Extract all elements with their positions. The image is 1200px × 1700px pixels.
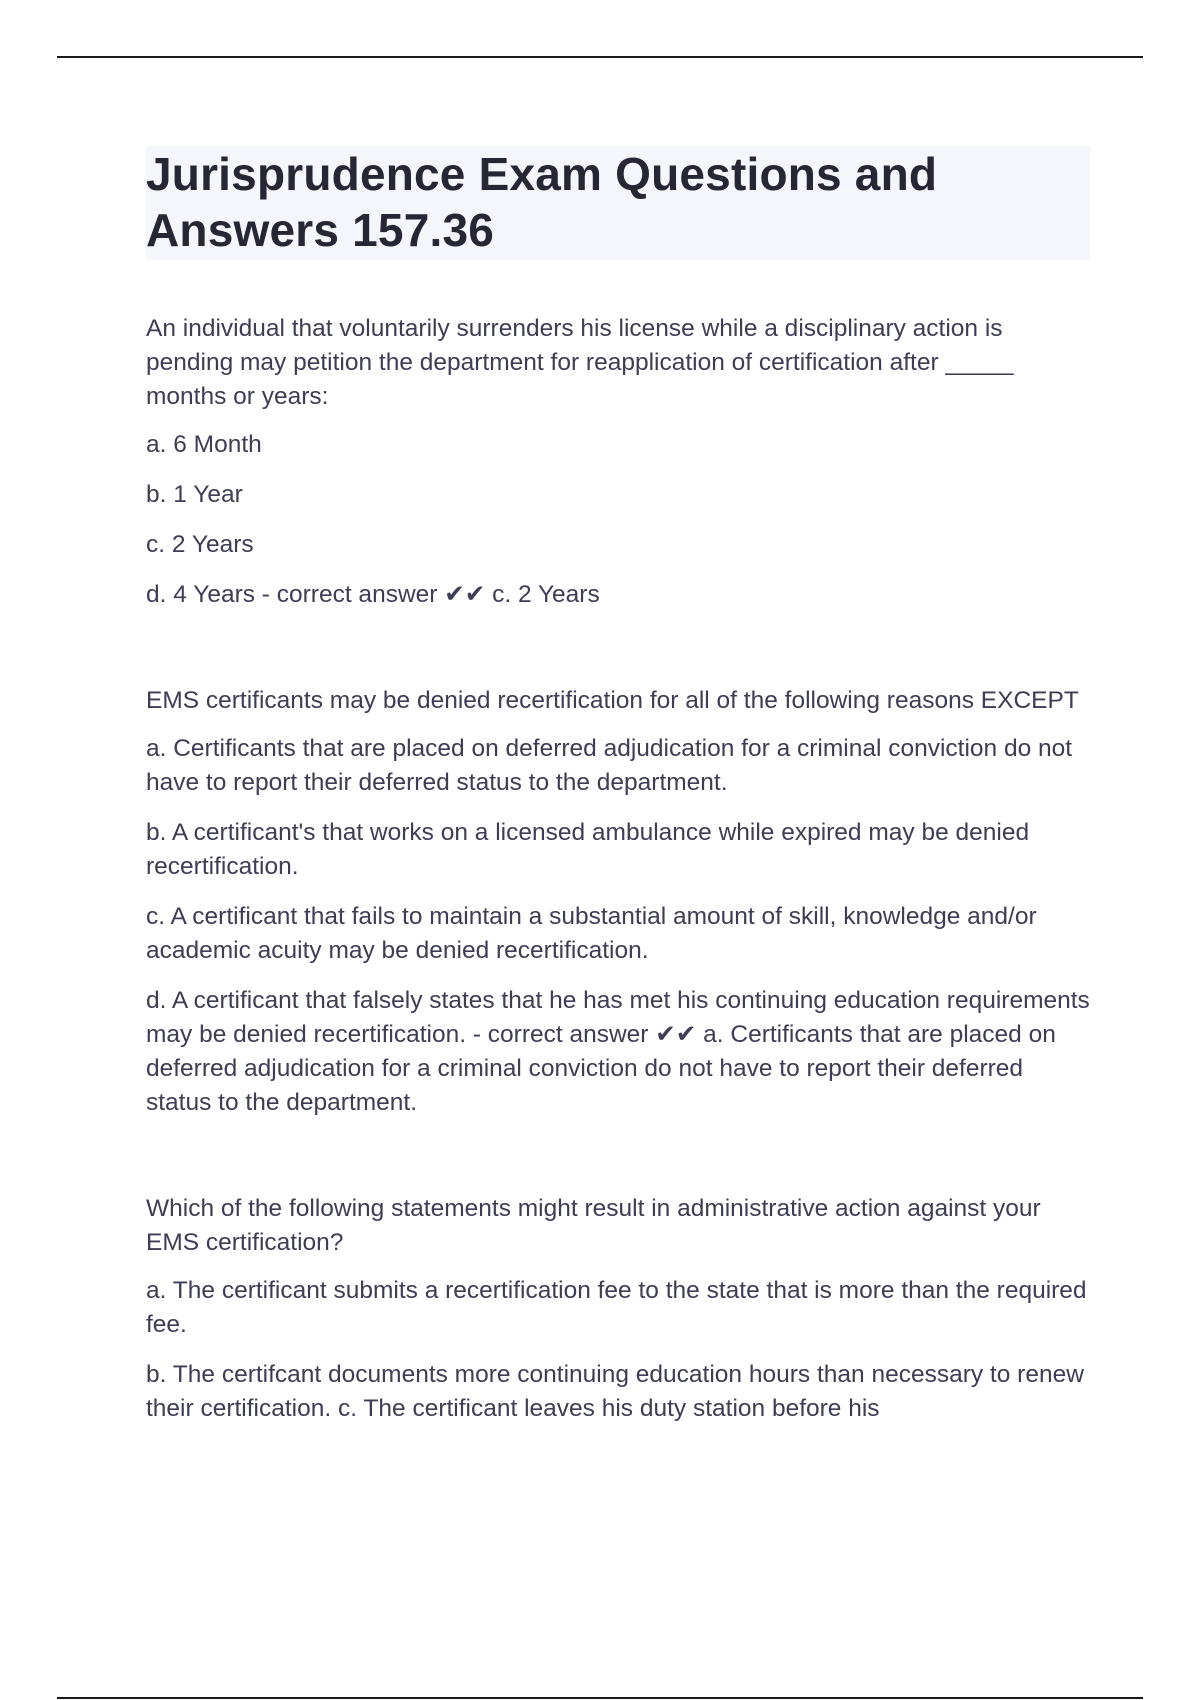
answer-option: a. 6 Month: [146, 431, 262, 458]
answer-option: b. The certifcant documents more continuing education hours than necessary to renew their certification. c. The certificant leaves his duty station before his: [146, 1361, 1084, 1422]
answer-option: b. 1 Year: [146, 481, 243, 508]
answer-option: d. A certificant that falsely states that he has met his continuing education requirements may be denied recertification. - correct answer ✔✔ a. Certificants that are placed on deferred adjudication for a criminal conviction do not have to report their deferred status to the department.: [146, 987, 1090, 1116]
answer-option: c. A certificant that fails to maintain a substantial amount of skill, knowledge and/or academic acuity may be denied recertification.: [146, 903, 1037, 964]
question-text: EMS certificants may be denied recertification for all of the following reasons EXCEPT: [146, 687, 1079, 714]
answer-option: b. A certificant's that works on a licensed ambulance while expired may be denied recertification.: [146, 819, 1030, 880]
document-body: [146, 146, 1090, 1498]
title-block: [146, 146, 1090, 260]
bottom-rule: [57, 1697, 1143, 1699]
answer-option: a. The certificant submits a recertification fee to the state that is more than the required fee.: [146, 1277, 1087, 1338]
question-3: [146, 1192, 1090, 1426]
document-title: Jurisprudence Exam Questions and Answers 157.36: [146, 148, 938, 256]
question-1: [146, 312, 1090, 612]
top-rule: [57, 56, 1143, 58]
answer-option: a. Certificants that are placed on deferred adjudication for a criminal conviction do not have to report their deferred status to the department.: [146, 735, 1073, 796]
question-2: [146, 684, 1090, 1120]
question-text: An individual that voluntarily surrenders his license while a disciplinary action is pending may petition the department for reapplication of certification after _____ months or years:: [146, 315, 1014, 410]
answer-option: c. 2 Years: [146, 531, 254, 558]
question-text: Which of the following statements might result in administrative action against your EMS certification?: [146, 1195, 1041, 1256]
answer-option: d. 4 Years - correct answer ✔✔ c. 2 Years: [146, 581, 600, 608]
